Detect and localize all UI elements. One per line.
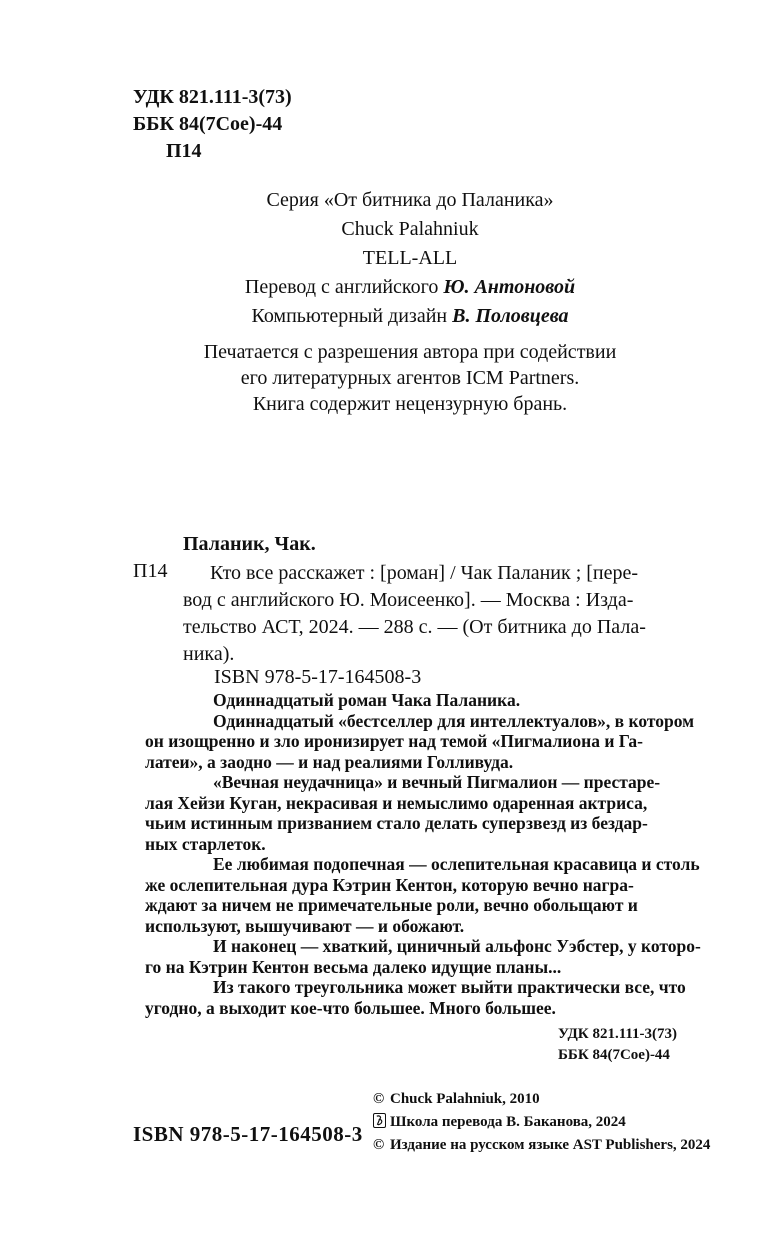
original-author: Chuck Palahniuk [341, 218, 479, 240]
copyright-text: Школа перевода В. Баканова, 2024 [390, 1113, 626, 1130]
catalog-isbn: ISBN 978-5-17-164508-3 [214, 666, 422, 688]
copyright-icon: © [373, 1136, 385, 1153]
top-bibliographic-codes [133, 84, 292, 165]
annotation-block [145, 690, 735, 1018]
translation-credit-prefix: Перевод с английского [244, 276, 444, 298]
annotation-paragraph: И наконец — хваткий, циничный альфонс Уэбстер, у которо- го на Кэтрин Кентон весьма далеко идущие планы... [145, 936, 701, 977]
translator-name: Ю. Антоновой [443, 276, 576, 298]
catalog-author-code: П14 [133, 560, 168, 582]
permission-notice: Печатается с разрешения автора при содействии его литературных агентов ICM Partners. Книга содержит нецензурную брань. [203, 341, 617, 415]
series-credits-block [95, 186, 725, 331]
translation-credit [95, 273, 725, 302]
annotation-paragraph: Одиннадцатый роман Чака Паланика. [213, 690, 521, 710]
bbk-code-bottom: ББК 84(7Сое)-44 [558, 1047, 670, 1063]
copyright-line-translation-school [373, 1111, 710, 1134]
bbk-code: ББК 84(7Сое)-44 [133, 113, 283, 135]
designer-name: В. Половцева [452, 305, 569, 327]
copyright-icon: © [373, 1091, 385, 1107]
annotation-paragraph: Из такого треугольника может выйти практически все, что угодно, а выходит кое-что большее. Много большее. [145, 977, 686, 1018]
author-sign-code: П14 [166, 140, 202, 162]
copyright-line-publisher [373, 1134, 710, 1157]
copyright-text: Издание на русском языке AST Publishers, 2024 [390, 1136, 711, 1153]
annotation-paragraph: «Вечная неудачница» и вечный Пигмалион — престаре- лая Хейзи Куган, некрасивая и немыслимо одаренная актриса, чьим истинным призванием стало делать суперзвезд из бездар- ных старлеток. [145, 772, 661, 854]
bottom-bibliographic-codes [558, 1024, 677, 1066]
udk-code-bottom: УДК 821.111-3(73) [558, 1026, 678, 1042]
design-credit-prefix: Компьютерный дизайн [251, 305, 453, 327]
series-title: Серия «От битника до Паланика» [266, 189, 554, 211]
bakanov-school-logo-icon [373, 1113, 386, 1128]
catalog-description: Кто все расскажет : [роман] / Чак Паланик ; [пере- вод с английского Ю. Моисеенко]. — Москва : Изда- тельство АСТ, 2024. — 288 с. — (От битника до Пала- ника). [183, 562, 646, 665]
design-credit [95, 302, 725, 331]
udk-code: УДК 821.111-3(73) [133, 86, 292, 108]
annotation-paragraph: Ее любимая подопечная — ослепительная красавица и столь же ослепительная дура Кэтрин Кентон, которую вечно награ- ждают за ничем не примечательные роли, вечно обольщают и используют, вышучивают — и обожают. [145, 854, 700, 936]
annotation-paragraph: Одиннадцатый «бестселлер для интеллектуалов», в котором он изощренно и зло иронизирует над темой «Пигмалиона и Га- латеи», а заодно — и над реалиями Голливуда. [145, 710, 695, 772]
copyright-block [373, 1088, 710, 1156]
copyright-text: Chuck Palahniuk, 2010 [390, 1091, 540, 1107]
original-title: TELL-ALL [362, 247, 458, 269]
isbn-bottom: ISBN 978-5-17-164508-3 [133, 1122, 363, 1146]
copyright-line-author [373, 1088, 710, 1111]
catalog-author-heading: Паланик, Чак. [183, 533, 316, 555]
